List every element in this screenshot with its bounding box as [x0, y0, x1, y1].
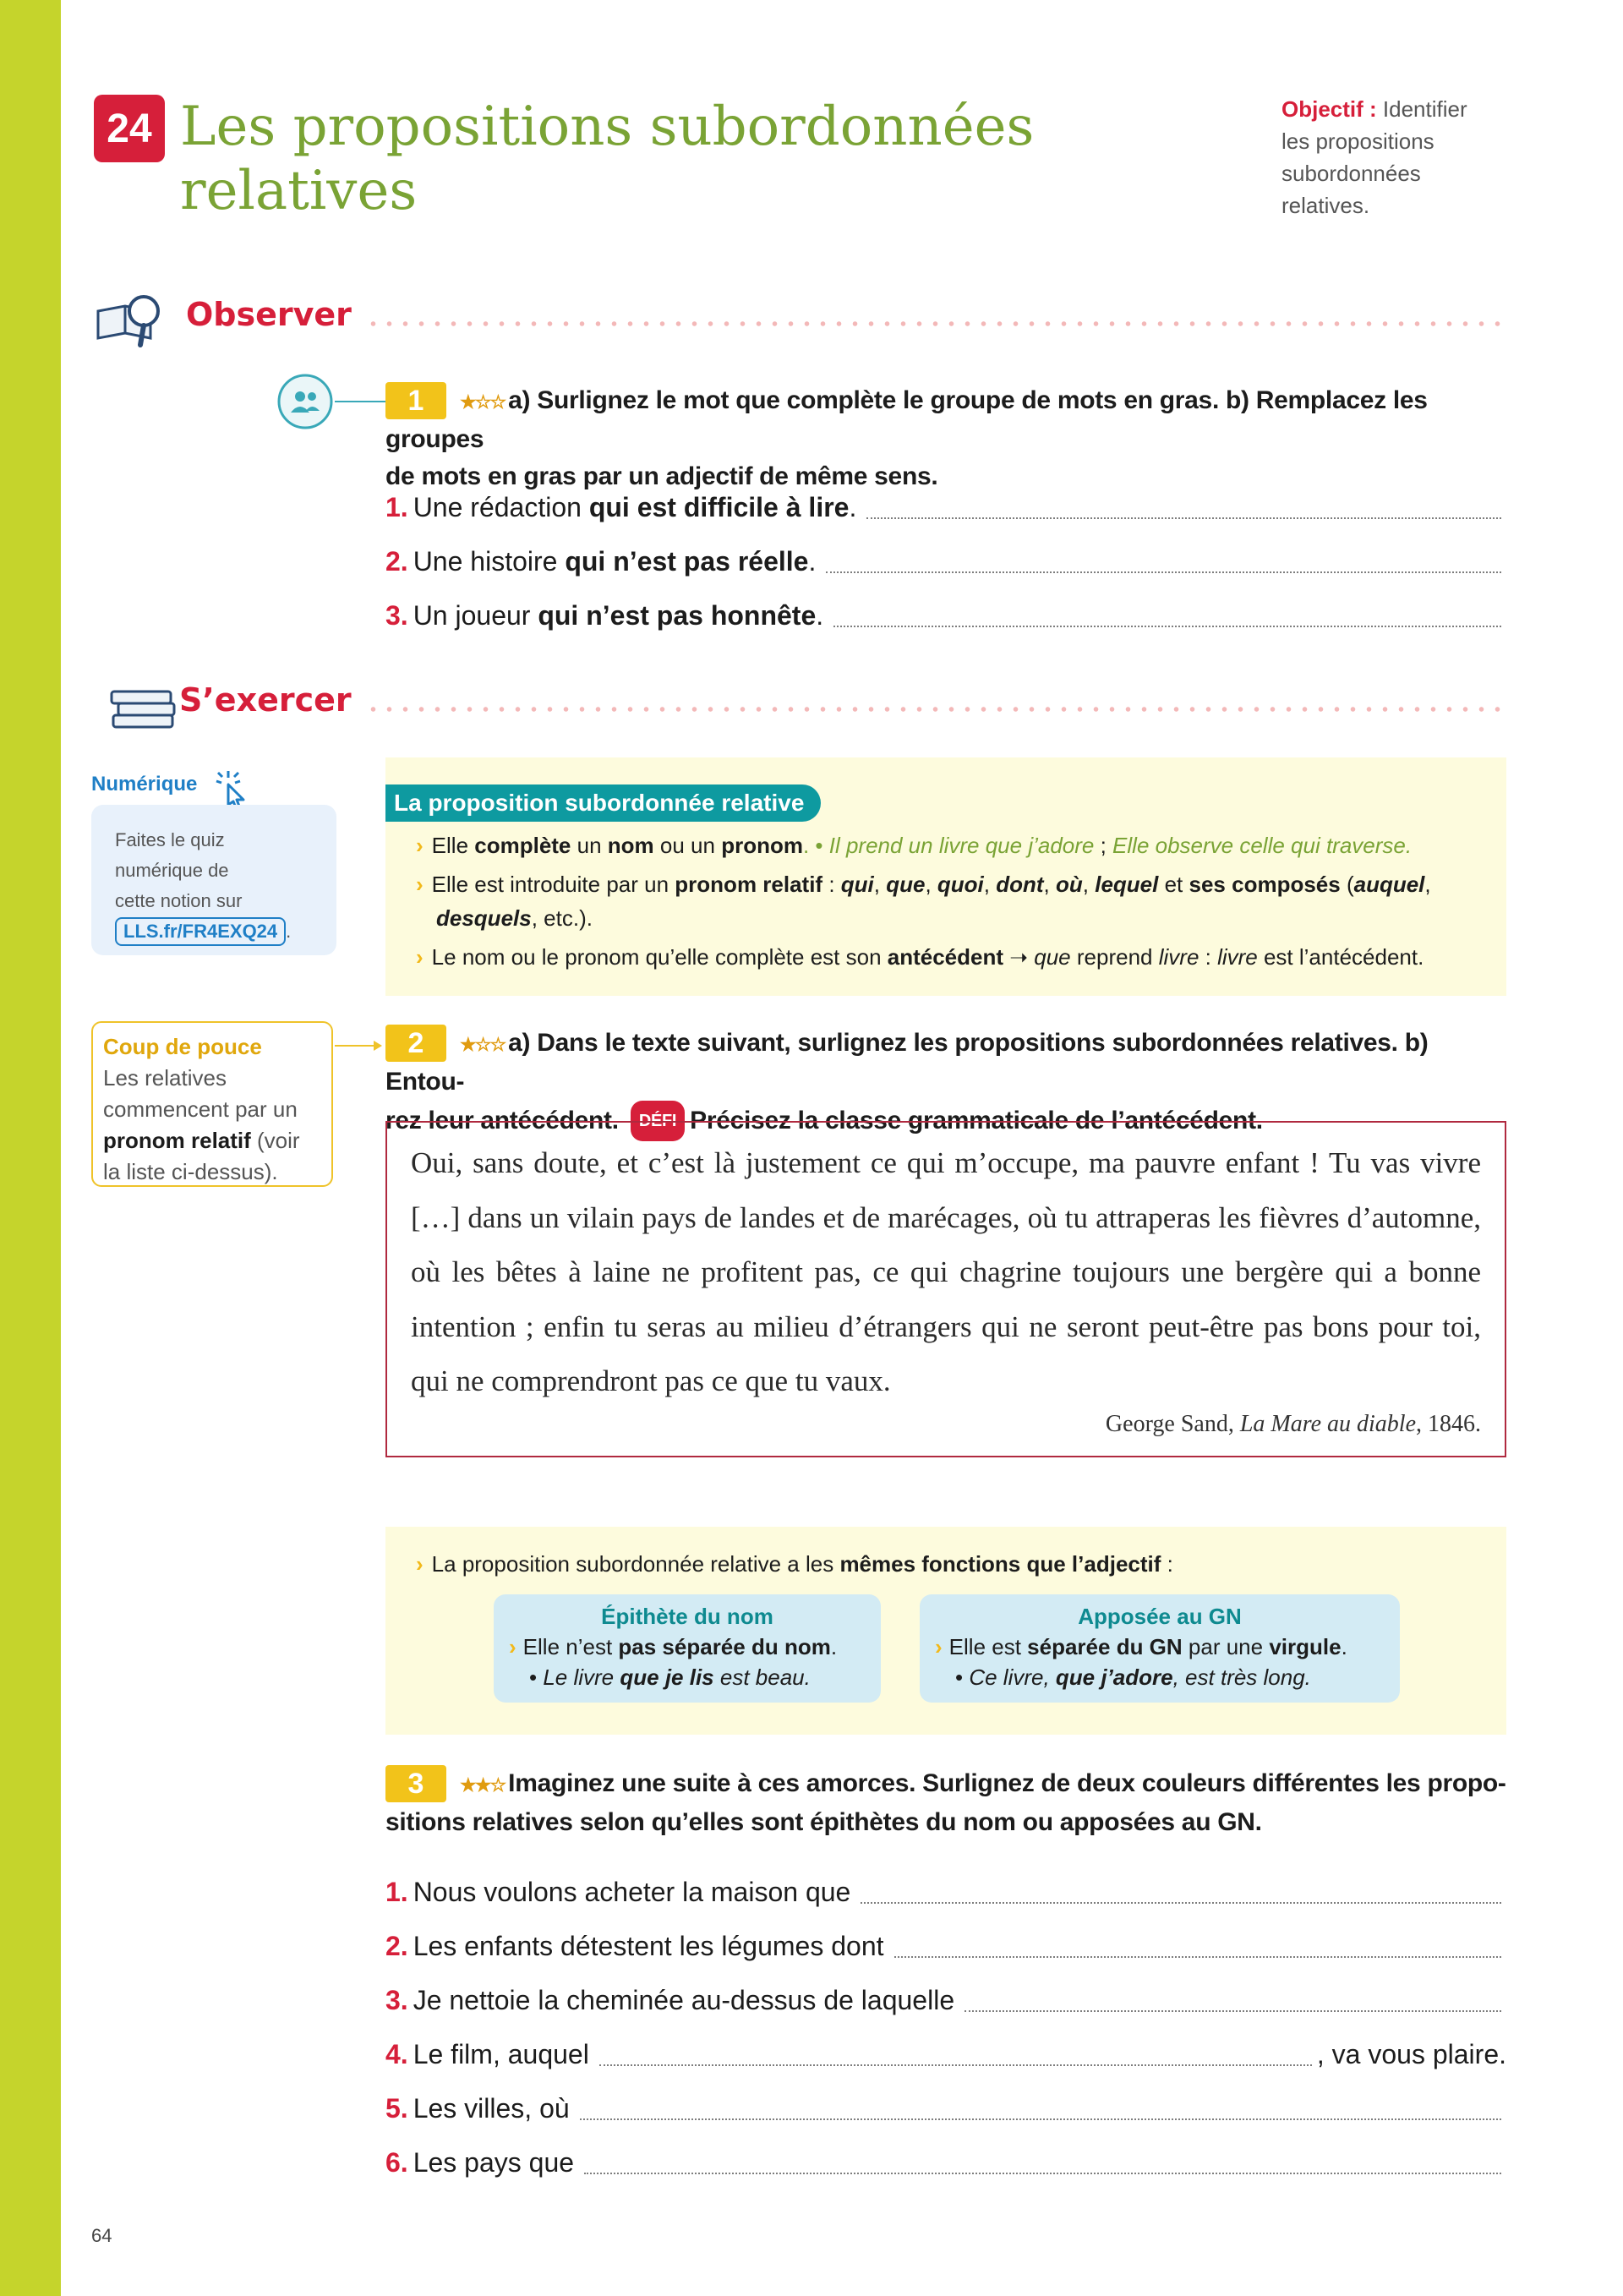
epithet-card: Épithète du nom › Elle n’est pas séparée du nom. • Le livre que je lis est beau.: [494, 1594, 881, 1703]
answer-line[interactable]: 5. Les villes, où: [385, 2091, 1506, 2125]
item-bold: qui n’est pas réelle: [565, 546, 809, 577]
item-text: Le film, auquel: [413, 2039, 589, 2069]
difficulty-stars: ★☆☆: [460, 391, 505, 413]
exercise-2-line2a: rez leur antécédent.: [385, 1107, 619, 1134]
exercise-1-instructions: [385, 382, 1510, 495]
literary-text-box: [385, 1121, 1506, 1457]
text-line: où les bêtes à laine ne profitent pas, ce qui chagrine toujours une bergère qui a bonne: [411, 1255, 1481, 1288]
functions-intro: › La proposition subordonnée relative a les mêmes fonctions que l’adjectif :: [416, 1551, 1173, 1577]
epithet-title: Épithète du nom: [601, 1604, 773, 1629]
item-end: .: [808, 546, 817, 577]
magnifier-notebook-icon: [91, 286, 176, 353]
answer-dotted-line[interactable]: [861, 1902, 1501, 1904]
answer-line[interactable]: 2. Les enfants détestent les légumes dont: [385, 1929, 1506, 1963]
answer-dotted-line[interactable]: [599, 2064, 1312, 2066]
objective-line: relatives.: [1281, 193, 1370, 218]
objective-label: Objectif :: [1281, 96, 1377, 122]
text-line: qui ne comprendront pas ce que tu vaux.: [411, 1364, 891, 1397]
book-stack-icon: [107, 673, 191, 741]
exercise-3-instructions: [385, 1765, 1510, 1841]
tip-line: la liste ci-dessus).: [103, 1159, 278, 1184]
answer-line[interactable]: 4. Le film, auquel , va vous plaire.: [385, 2039, 1506, 2069]
difficulty-stars: ★★☆: [460, 1774, 505, 1796]
exercise-1-number: 1: [385, 382, 446, 419]
exercise-3-number: 3: [385, 1765, 446, 1802]
answer-dotted-line[interactable]: [584, 2173, 1501, 2174]
item-end: .: [849, 492, 857, 522]
exercise-3-line1: Imaginez une suite à ces amorces. Surlignez de deux couleurs différentes les propo-: [508, 1769, 1506, 1797]
apposee-title: Apposée au GN: [1078, 1604, 1242, 1629]
item-text: Les villes, où: [413, 2093, 570, 2124]
connector-line: [335, 401, 385, 402]
objective-block: [1281, 93, 1501, 221]
exercise-1-line2: de mots en gras par un adjectif de même sens.: [385, 462, 938, 490]
group-work-icon: [276, 372, 335, 431]
text-line: intention ; enfin tu seras au milieu d’étrangers qui ne seront peut-être pas bons pour toi,: [411, 1309, 1481, 1343]
item-number: 2.: [385, 546, 408, 577]
numeric-line: Faites le quiz: [115, 829, 225, 850]
item-text: Une rédaction: [413, 492, 589, 522]
text-line: […] dans un vilain pays de landes et de marécages, où tu attraperas les fièvres d’automne,: [411, 1200, 1481, 1234]
exercise-2-line1: a) Dans le texte suivant, surlignez les propositions subordonnées relatives. b) Entou-: [385, 1029, 1429, 1096]
answer-dotted-line[interactable]: [965, 2010, 1501, 2012]
item-text: Les pays que: [413, 2147, 575, 2178]
exercise-2-number: 2: [385, 1025, 446, 1062]
tip-box: Coup de pouce Les relatives commencent par un pronom relatif (voir la liste ci-dessus).: [91, 1021, 333, 1187]
exercise-1-line1: a) Surlignez le mot que complète le groupe de mots en gras. b) Remplacez les groupes: [385, 386, 1428, 453]
quiz-link[interactable]: LLS.fr/FR4EXQ24: [115, 917, 286, 946]
answer-dotted-line[interactable]: [580, 2118, 1501, 2120]
answer-dotted-line[interactable]: [826, 571, 1501, 573]
answer-line[interactable]: [385, 599, 1506, 632]
tip-bold: pronom relatif: [103, 1128, 251, 1153]
tip-line: commencent par un: [103, 1096, 298, 1122]
lesson-title-line2: relatives: [180, 160, 418, 222]
numeric-card: [91, 805, 336, 955]
page-side-band: [0, 0, 61, 2296]
rule-bullet-3: › Le nom ou le pronom qu’elle complète est son antécédent ➝ que reprend livre : livre est l’antécédent.: [416, 944, 1424, 970]
item-end: .: [816, 600, 824, 631]
answer-line[interactable]: [385, 544, 1506, 578]
rule-bullet-1: › Elle complète un nom ou un pronom. • Il prend un livre que j’adore ; Elle observe celle qui traverse.: [416, 833, 1413, 858]
exercise-2-line2b: Précisez la classe grammaticale de l’antécédent.: [690, 1107, 1263, 1134]
item-text: Les enfants détestent les légumes dont: [413, 1931, 884, 1961]
item-text: Je nettoie la cheminée au-dessus de laquelle: [413, 1985, 955, 2015]
rule-tag: La proposition subordonnée relative: [385, 784, 821, 822]
section-divider: [365, 707, 1508, 712]
numeric-line: numérique de: [115, 860, 229, 881]
answer-line[interactable]: 1. Nous voulons acheter la maison que: [385, 1875, 1506, 1909]
item-number: 3.: [385, 600, 408, 631]
text-line: Oui, sans doute, et c’est là justement ce qui m’occupe, ma pauvre enfant ! Tu vas vivre: [411, 1146, 1481, 1179]
numeric-line: cette notion sur: [115, 890, 243, 911]
apposee-card: Apposée au GN › Elle est séparée du GN par une virgule. • Ce livre, que j’adore, est très long.: [920, 1594, 1400, 1703]
objective-line: Identifier: [1382, 96, 1467, 122]
item-text: Nous voulons acheter la maison que: [413, 1877, 851, 1907]
tip-connector: [335, 1045, 379, 1047]
answer-line[interactable]: [385, 490, 1506, 524]
lesson-title: [180, 95, 1110, 223]
section-divider: [365, 321, 1508, 326]
item-number: 1.: [385, 492, 408, 522]
answer-line[interactable]: 6. Les pays que: [385, 2146, 1506, 2179]
defi-badge: DÉFI: [631, 1101, 685, 1141]
text-source: George Sand, La Mare au diable, 1846.: [1105, 1410, 1481, 1437]
numeric-title: Numérique: [91, 773, 198, 795]
item-bold: qui est difficile à lire: [588, 492, 850, 522]
numeric-after: .: [286, 921, 292, 942]
tip-line: Les relatives: [103, 1065, 227, 1091]
item-end: , va vous plaire.: [1316, 2039, 1506, 2069]
answer-dotted-line[interactable]: [833, 626, 1501, 627]
item-bold: qui n’est pas honnête: [538, 600, 817, 631]
lesson-number-badge: 24: [94, 95, 165, 162]
item-text: Un joueur: [413, 600, 538, 631]
lesson-title-line1: Les propositions subordonnées: [180, 96, 1035, 158]
objective-line: les propositions: [1281, 128, 1434, 154]
item-text: Une histoire: [413, 546, 566, 577]
arrow-right-icon: [374, 1041, 382, 1051]
answer-line[interactable]: 3. Je nettoie la cheminée au-dessus de laquelle: [385, 1983, 1506, 2017]
observe-heading: Observer: [186, 296, 352, 333]
practice-heading: S’exercer: [179, 681, 352, 719]
answer-dotted-line[interactable]: [894, 1956, 1502, 1958]
tip-title: Coup de pouce: [103, 1034, 262, 1059]
rule-bullet-2: › Elle est introduite par un pronom relatif : qui, que, quoi, dont, où, lequel et ses composés (auquel, desquels, etc.).: [416, 872, 1431, 931]
exercise-3-line2: sitions relatives selon qu’elles sont épithètes du nom ou apposées au GN.: [385, 1808, 1262, 1836]
difficulty-stars: ★☆☆: [460, 1034, 505, 1055]
page-number: 64: [91, 2225, 112, 2246]
answer-dotted-line[interactable]: [866, 517, 1501, 519]
objective-line: subordonnées: [1281, 161, 1421, 186]
